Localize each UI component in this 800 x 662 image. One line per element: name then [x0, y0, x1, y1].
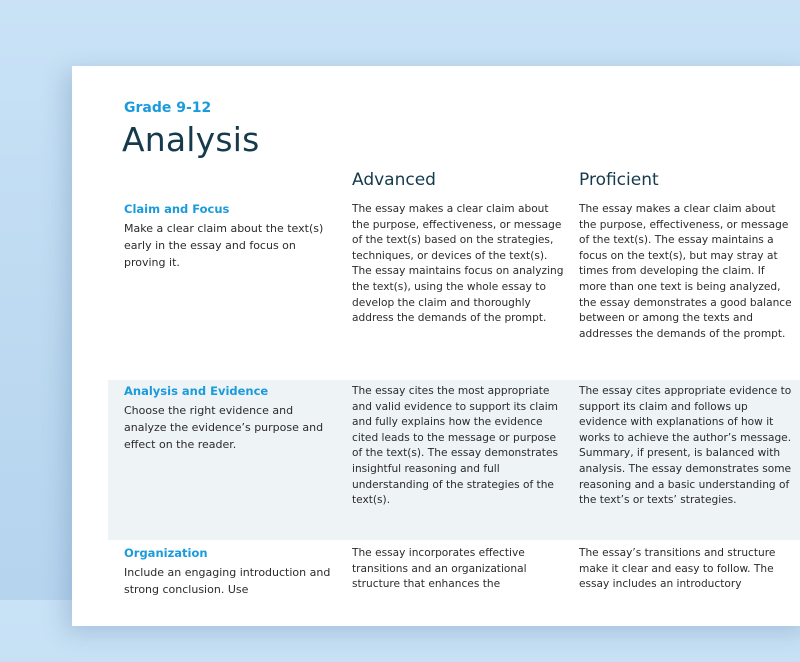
- rubric-row-analysis-and-evidence: [108, 380, 800, 540]
- column-header-proficient: Proficient: [579, 170, 659, 190]
- criterion-description: Make a clear claim about the text(s) early in the essay and focus on proving it.: [124, 222, 324, 269]
- rubric-page: [72, 66, 800, 626]
- criterion-name: Analysis and Evidence: [124, 384, 269, 398]
- advanced-descriptor: The essay incorporates effective transitions and an organizational structure that enhances the: [352, 547, 527, 591]
- criterion-description: Include an engaging introduction and strong conclusion. Use: [124, 566, 331, 596]
- page-title: Analysis: [122, 120, 260, 159]
- advanced-descriptor: The essay cites the most appropriate and valid evidence to support its claim and fully explains how the evidence cited leads to the message or purpose of the text(s). The essay demonstrates insightful reasoning and full understanding of the strategies of the text(s).: [352, 385, 558, 507]
- criterion-name: Organization: [124, 546, 208, 560]
- rubric-row-claim-and-focus: [108, 198, 800, 374]
- criterion-name: Claim and Focus: [124, 202, 230, 216]
- proficient-descriptor: The essay makes a clear claim about the purpose, effectiveness, or message of the text(s). The essay maintains a focus on the text(s), but may stray at times from developing the claim. If more than one text is being analyzed, the essay demonstrates a good balance between or among the texts and addresses the demands of the prompt.: [579, 203, 792, 340]
- proficient-descriptor: The essay cites appropriate evidence to support its claim and follows up evidence with explanations of how it works to achieve the author’s message. Summary, if present, is balanced with analysis. The essay demonstrates some reasoning and a basic understanding of the text’s or texts’ strategies.: [579, 385, 792, 507]
- grade-label: Grade 9-12: [124, 100, 212, 116]
- proficient-descriptor: The essay’s transitions and structure make it clear and easy to follow. The essay includes an introductory: [579, 547, 776, 591]
- column-header-advanced: Advanced: [352, 170, 436, 190]
- rubric-row-organization: [108, 542, 800, 662]
- advanced-descriptor: The essay makes a clear claim about the purpose, effectiveness, or message of the text(s) based on the strategies, techniques, or devices of the text(s). The essay maintains focus on analyzing the text(s), using the whole essay to develop the claim and thoroughly address the demands of the prompt.: [352, 203, 564, 325]
- criterion-description: Choose the right evidence and analyze the evidence’s purpose and effect on the reader.: [124, 404, 324, 451]
